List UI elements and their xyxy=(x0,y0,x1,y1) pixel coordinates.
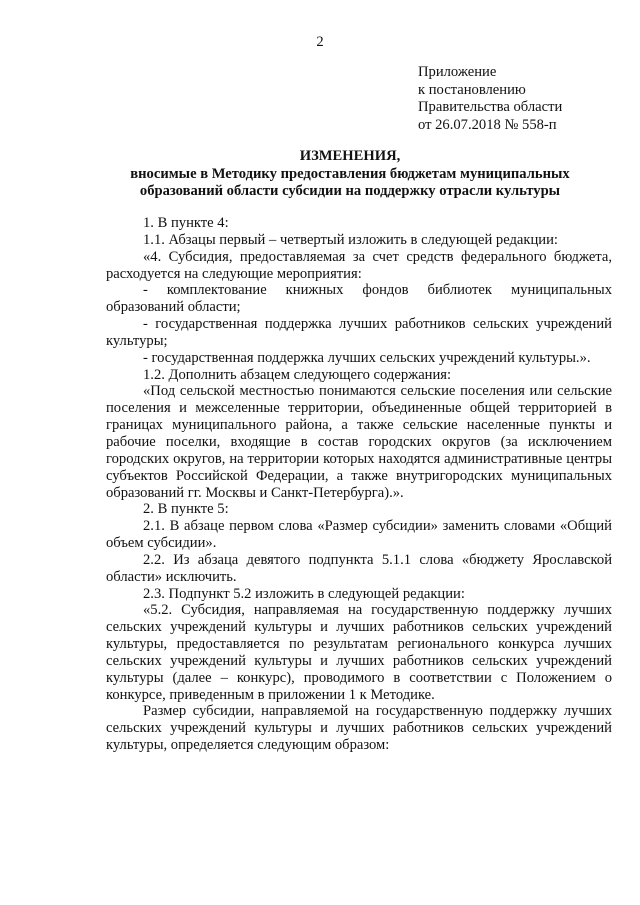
document-body xyxy=(106,215,612,754)
appendix-note xyxy=(418,64,562,134)
body-paragraph: 2.2. Из абзаца девятого подпункта 5.1.1 слова «бюджету Ярославской области» исключить. xyxy=(106,551,612,585)
body-paragraph: 1.1. Абзацы первый – четвертый изложить в следующей редакции: xyxy=(143,231,558,248)
body-paragraph: 1.2. Дополнить абзацем следующего содержания: xyxy=(143,366,452,383)
appendix-line: Приложение xyxy=(418,64,497,80)
title-heading: ИЗМЕНЕНИЯ, xyxy=(299,148,401,164)
body-paragraph: «4. Субсидия, предоставляемая за счет средств федерального бюджета, расходуется на следующие мероприятия: xyxy=(106,248,612,282)
appendix-line: от 26.07.2018 № 558-п xyxy=(418,116,557,133)
page-number: 2 xyxy=(316,34,324,50)
body-paragraph: - государственная поддержка лучших работников сельских учреждений культуры; xyxy=(106,316,612,349)
body-paragraph: - государственная поддержка лучших сельских учреждений культуры.». xyxy=(143,349,591,366)
title-line: образований области субсидии на поддержку отрасли культуры xyxy=(139,183,561,200)
document-title xyxy=(96,148,604,201)
body-paragraph: 2.3. Подпункт 5.2 изложить в следующей редакции: xyxy=(143,585,465,602)
body-paragraph: 2. В пункте 5: xyxy=(143,501,229,518)
body-paragraph: «5.2. Субсидия, направляемая на государственную поддержку лучших сельских учреждений культуры и лучших работников сельских учреждений культуры, предоставляется по результатам регионального конкурса лучших сельских учреждений культуры и лучших работников сельских учреждений культуры (далее – конкурс), проводимого в соответствии с Положением о конкурсе, приведенным в приложении 1 к Методике. xyxy=(106,602,612,703)
appendix-line: Правительства области xyxy=(418,99,563,116)
body-paragraph: Размер субсидии, направляемой на государственную поддержку лучших сельских учреждений культуры и лучших работников сельских учреждений культуры, определяется следующим образом: xyxy=(106,703,612,754)
body-paragraph: «Под сельской местностью понимаются сельские поселения или сельские поселения и межселенные территории, объединенные общей территорией в границах муниципального района, а также сельские населенные пункты и рабочие поселки, входящие в состав городских округов (за исключением городских округов, на территории которых находятся административные центры субъектов Российской Федерации, а также внутригородских муниципальных образований гг. Москвы и Санкт-Петербурга).». xyxy=(106,383,612,501)
body-paragraph: - комплектование книжных фондов библиотек муниципальных образований области; xyxy=(106,282,612,316)
appendix-line: к постановлению xyxy=(418,81,526,98)
body-paragraph: 1. В пункте 4: xyxy=(143,215,229,231)
title-line: вносимые в Методику предоставления бюджетам муниципальных xyxy=(130,165,570,182)
body-paragraph: 2.1. В абзаце первом слова «Размер субсидии» заменить словами «Общий объем субсидии». xyxy=(106,518,612,552)
